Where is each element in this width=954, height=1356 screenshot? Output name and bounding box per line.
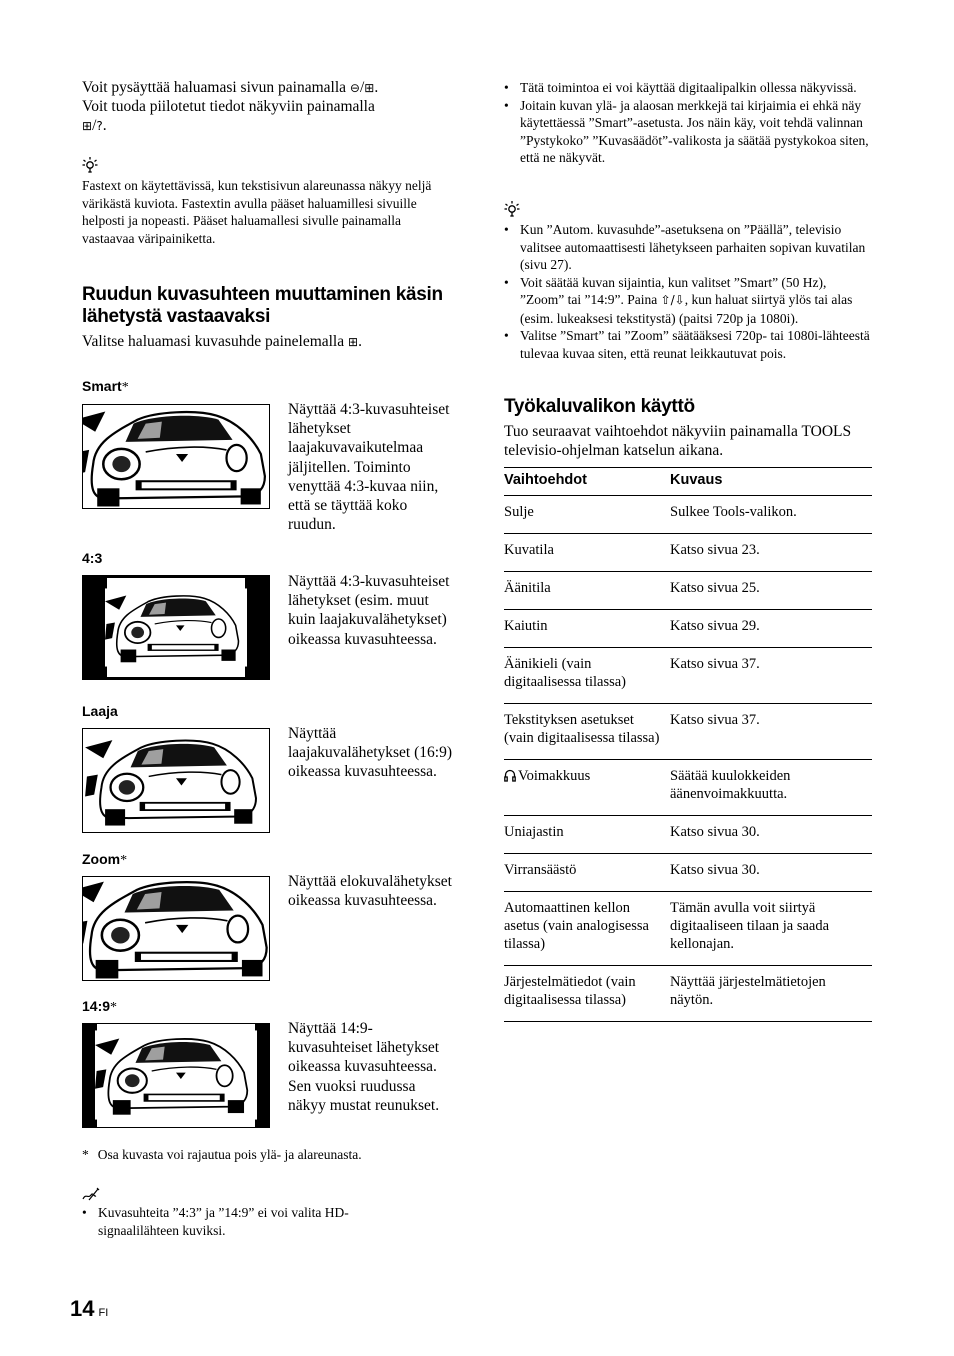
- tip-bullet-3: • Valitse ”Smart” tai ”Zoom” säätääksesi 720p- tai 1080i-lähteestä tulevaa kuvaa siten, että reunat leikkautuvat pois.: [504, 327, 874, 362]
- mode-label-4-3: 4:3: [82, 550, 103, 566]
- up-down-arrow-icon: ⇧/⇩: [660, 293, 685, 307]
- col-header-options: Vaihtoehdot: [504, 468, 670, 496]
- table-row: [504, 534, 872, 572]
- tip-bullet-1: • Kun ”Autom. kuvasuhde”-asetuksena on ”Päällä”, televisio valitsee automaattisesti lähetykseen parhaiten sopivan kuvatilan (sivu 27).: [504, 221, 874, 274]
- tools-intro: Tuo seuraavat vaihtoehdot näkyviin painamalla TOOLS televisio-ohjelman katselun aikana.: [504, 423, 852, 459]
- top-bullets: [504, 79, 874, 167]
- table-cell: Katso sivua 23.: [670, 534, 872, 572]
- index-icon: ⊞: [364, 81, 375, 95]
- mode-label-laaja: Laaja: [82, 703, 118, 719]
- mode-desc-laaja: Näyttää laajakuvalähetykset (16:9) oikeassa kuvasuhteessa.: [288, 725, 452, 781]
- mode-desc-4-3: Näyttää 4:3-kuvasuhteiset lähetykset (esim. muut kuin laajakuvalähetykset) oikeassa kuvasuhteessa.: [288, 573, 450, 648]
- table-row: [504, 854, 872, 892]
- table-cell: Automaattinen kellon asetus (vain analogisessa tilassa): [504, 892, 670, 966]
- mode-desc-smart: Näyttää 4:3-kuvasuhteiset lähetykset laajakuvavaikutelmaa jäljitellen. Toiminto venyttää 4:3-kuvaa niin, että se täyttää koko ruudun.: [288, 401, 450, 534]
- table-row: [504, 648, 872, 704]
- table-cell: Tekstityksen asetukset (vain digitaalisessa tilassa): [504, 704, 670, 760]
- wide-mode-image: [82, 728, 270, 833]
- table-cell: Tämän avulla voit siirtyä digitaaliseen tilaan ja saada kellonajan.: [670, 892, 872, 966]
- table-cell: Äänitila: [504, 572, 670, 610]
- smart-mode-image: [82, 404, 270, 509]
- table-cell: Sulkee Tools-valikon.: [670, 496, 872, 534]
- table-cell: Katso sivua 37.: [670, 704, 872, 760]
- tip-icon-2: [504, 200, 520, 223]
- mode-label-smart: Smart*: [82, 378, 129, 395]
- table-cell: Näyttää järjestelmätietojen näytön.: [670, 966, 872, 1022]
- table-cell: Äänikieli (vain digitaalisessa tilassa): [504, 648, 670, 704]
- table-cell: Virransäästö: [504, 854, 670, 892]
- table-cell: Katso sivua 25.: [670, 572, 872, 610]
- table-row: [504, 760, 872, 816]
- zoom-mode-image: [82, 876, 270, 981]
- mode-label-14-9: 14:9*: [82, 998, 118, 1015]
- table-row: [504, 816, 872, 854]
- mode-desc-14-9: Näyttää 14:9-kuvasuhteiset lähetykset oikeassa kuvasuhteessa. Sen vuoksi ruudussa näkyy mustat reunukset.: [288, 1020, 440, 1114]
- top-bullet-1: • Tätä toimintoa ei voi käyttää digitaalipalkin ollessa näkyvissä.: [504, 79, 874, 97]
- 14-9-mode-image: [82, 1023, 270, 1128]
- mode-label-zoom: Zoom*: [82, 851, 128, 868]
- table-row: [504, 610, 872, 648]
- table-cell: Sulje: [504, 496, 670, 534]
- note-bullet: • Kuvasuhteita ”4:3” ja ”14:9” ei voi valita HD-signaalilähteen kuviksi.: [82, 1204, 387, 1239]
- table-row: [504, 966, 872, 1022]
- tip-icon: [82, 156, 98, 179]
- table-cell: Kaiutin: [504, 610, 670, 648]
- wide-mode-icon: ⊞: [348, 335, 359, 349]
- tools-table-wrap: [504, 467, 872, 1022]
- table-row: [504, 704, 872, 760]
- table-cell: Katso sivua 29.: [670, 610, 872, 648]
- table-cell: Voimakkuus: [504, 760, 670, 816]
- table-header-row: [504, 468, 872, 496]
- table-cell: Kuvatila: [504, 534, 670, 572]
- footnote: * Osa kuvasta voi rajautua pois ylä- ja alareunasta.: [82, 1147, 362, 1162]
- tools-table: [504, 467, 872, 1022]
- table-cell: Järjestelmätiedot (vain digitaalisessa tilassa): [504, 966, 670, 1022]
- aspect-heading: Ruudun kuvasuhteen muuttaminen käsin lähetystä vastaavaksi: [82, 284, 443, 327]
- note-list: [82, 1204, 387, 1239]
- reveal-icon: ⊞: [82, 119, 93, 133]
- col-header-description: Kuvaus: [670, 468, 872, 496]
- intro-paragraph: Voit pysäyttää haluamasi sivun painamalla ⊖/⊞. Voit tuoda piilotetut tiedot näkyviin painamalla ⊞/?.: [82, 79, 379, 134]
- table-row: [504, 496, 872, 534]
- page-number: 14 FI: [70, 1296, 109, 1321]
- 4-3-mode-image: [82, 575, 270, 680]
- hold-icon: ⊖: [349, 81, 360, 95]
- tip-bullets: [504, 221, 874, 362]
- top-bullet-2: • Joitain kuvan ylä- ja alaosan merkkejä tai kirjaimia ei ehkä näy käytettäessä ”Smart”-asetusta. Jos näin käy, voit tehdä valinnan ”Pystykoko” ”Kuvasäädöt”-valikosta ja säätää pystykokoa siten, että ne näkyvät.: [504, 97, 874, 167]
- table-cell: Katso sivua 30.: [670, 854, 872, 892]
- headphone-icon: [504, 769, 518, 787]
- fastext-tip: Fastext on käytettävissä, kun tekstisivun alareunassa näkyy neljä värikästä kuviota. Fastextin avulla pääset haluamillesi sivuille helposti ja nopeasti. Pääset haluamallesi sivulle painamalla vastaavaa väripainiketta.: [82, 178, 432, 246]
- tip-bullet-2: • Voit säätää kuvan sijaintia, kun valitset ”Smart” (50 Hz), ”Zoom” tai ”14:9”. Paina ⇧/⇩, kun haluat siirtyä ylös tai alas (esim. lukeaksesi tekstitystä) (paitsi 720p ja 1080i).: [504, 274, 874, 328]
- tools-heading: Työkaluvalikon käyttö: [504, 396, 695, 417]
- table-cell: Katso sivua 37.: [670, 648, 872, 704]
- aspect-select-text: Valitse haluamasi kuvasuhde painelemalla ⊞.: [82, 333, 362, 350]
- mode-desc-zoom: Näyttää elokuvalähetykset oikeassa kuvasuhteessa.: [288, 873, 452, 910]
- question-icon: ?: [96, 119, 103, 133]
- table-cell: Säätää kuulokkeiden äänenvoimakkuutta.: [670, 760, 872, 816]
- table-row: [504, 572, 872, 610]
- table-row: [504, 892, 872, 966]
- table-cell: Katso sivua 30.: [670, 816, 872, 854]
- table-cell: Uniajastin: [504, 816, 670, 854]
